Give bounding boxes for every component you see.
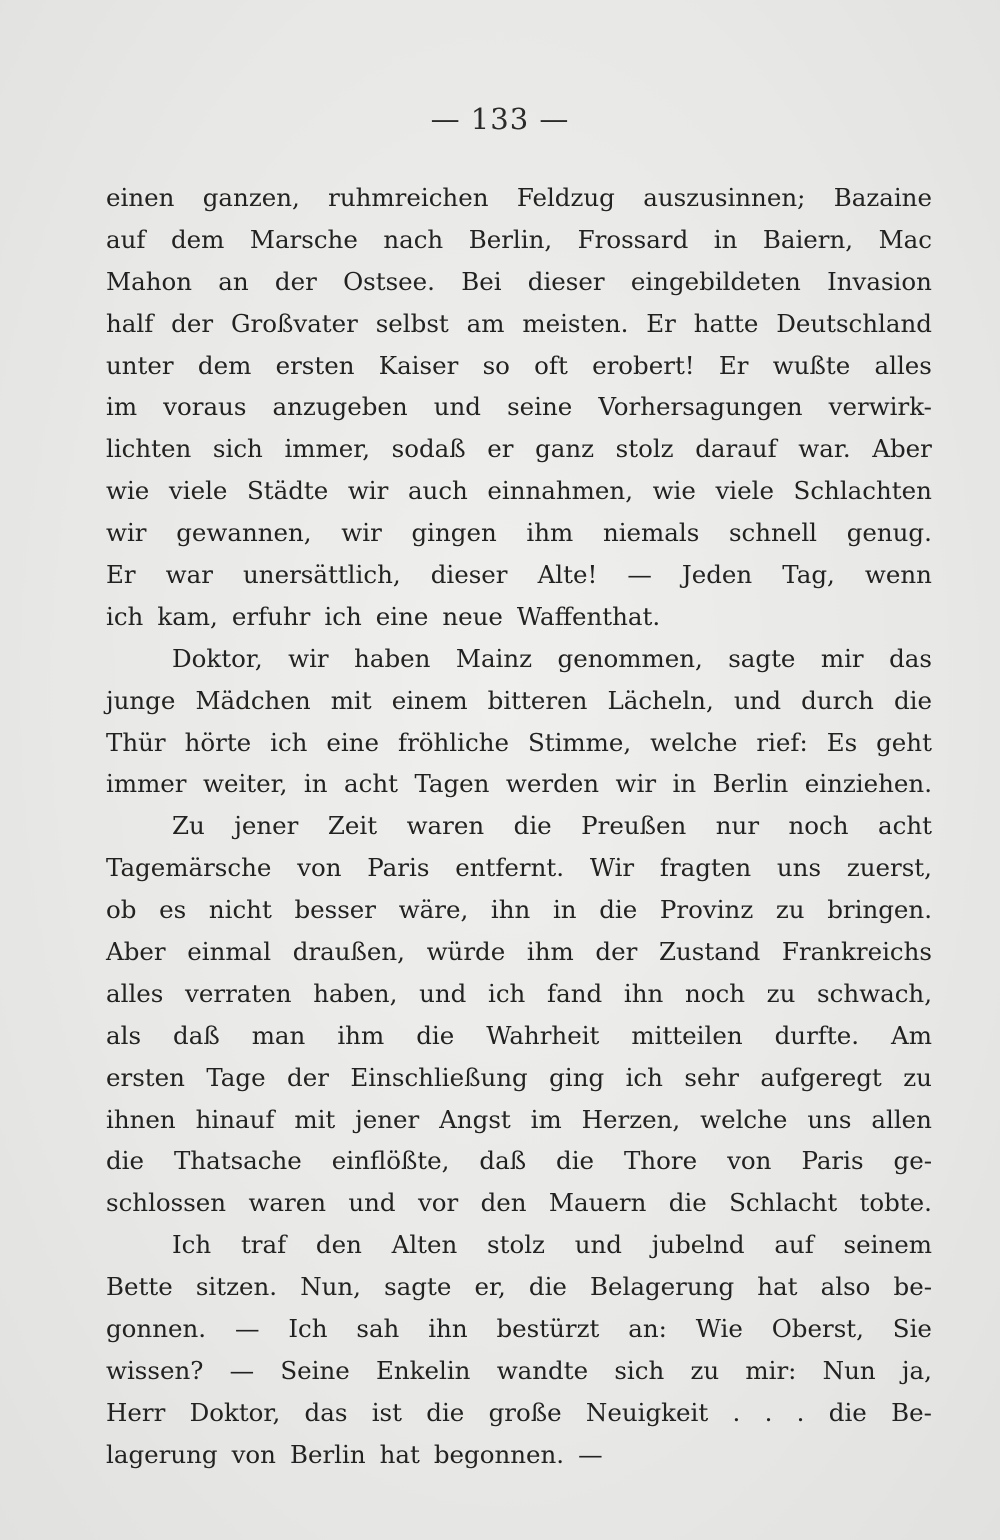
text-line: lagerung von Berlin hat begonnen. —: [106, 1439, 603, 1469]
text-line: ob es nicht besser wäre, ihn in die Provinz zu bringen.: [106, 895, 932, 925]
text-line: Aber einmal draußen, würde ihm der Zustand Frankreichs: [106, 937, 932, 967]
text-line: Ich traf den Alten stolz und jubelnd auf seinem: [172, 1230, 932, 1260]
text-line: ihnen hinauf mit jener Angst im Herzen, welche uns allen: [106, 1104, 932, 1134]
text-line: wie viele Städte wir auch einnahmen, wie viele Schlachten: [106, 476, 932, 506]
text-line: wissen? — Seine Enkelin wandte sich zu mir: Nun ja,: [106, 1355, 932, 1385]
text-line: immer weiter, in acht Tagen werden wir in Berlin einziehen.: [106, 769, 932, 799]
text-line: unter dem ersten Kaiser so oft erobert! Er wußte alles: [106, 350, 932, 380]
text-line: Mahon an der Ostsee. Bei dieser eingebildeten Invasion: [106, 266, 932, 296]
text-line: wir gewannen, wir gingen ihm niemals schnell genug.: [106, 518, 932, 548]
text-line: half der Großvater selbst am meisten. Er hatte Deutschland: [106, 308, 932, 338]
page-number: — 133 —: [430, 102, 570, 136]
text-line: lichten sich immer, sodaß er ganz stolz darauf war. Aber: [106, 434, 932, 464]
text-line: schlossen waren und vor den Mauern die Schlacht tobte.: [106, 1188, 932, 1218]
text-line: Bette sitzen. Nun, sagte er, die Belagerung hat also be-: [106, 1272, 932, 1302]
text-line: die Thatsache einflößte, daß die Thore von Paris ge-: [106, 1146, 932, 1176]
text-line: junge Mädchen mit einem bitteren Lächeln, und durch die: [106, 685, 932, 715]
text-line: gonnen. — Ich sah ihn bestürzt an: Wie Oberst, Sie: [106, 1314, 932, 1344]
text-line: Thür hörte ich eine fröhliche Stimme, welche rief: Es geht: [106, 727, 932, 757]
text-line: einen ganzen, ruhmreichen Feldzug auszusinnen; Bazaine: [106, 183, 932, 212]
body-text: [106, 177, 932, 1476]
text-line: alles verraten haben, und ich fand ihn noch zu schwach,: [106, 978, 932, 1008]
text-line: ich kam, erfuhr ich eine neue Waffenthat.: [106, 601, 661, 631]
text-line: Doktor, wir haben Mainz genommen, sagte mir das: [172, 643, 932, 673]
text-line: Tagemärsche von Paris entfernt. Wir fragten uns zuerst,: [106, 853, 932, 883]
text-line: im voraus anzugeben und seine Vorhersagungen verwirk-: [106, 392, 932, 422]
text-line: Er war unersättlich, dieser Alte! — Jeden Tag, wenn: [106, 560, 932, 590]
text-line: als daß man ihm die Wahrheit mitteilen durfte. Am: [106, 1020, 932, 1050]
text-line: ersten Tage der Einschließung ging ich sehr aufgeregt zu: [106, 1062, 932, 1092]
text-line: auf dem Marsche nach Berlin, Frossard in Baiern, Mac: [106, 224, 932, 254]
text-line: Zu jener Zeit waren die Preußen nur noch acht: [172, 811, 932, 841]
text-line: Herr Doktor, das ist die große Neuigkeit . . . die Be-: [106, 1397, 932, 1427]
